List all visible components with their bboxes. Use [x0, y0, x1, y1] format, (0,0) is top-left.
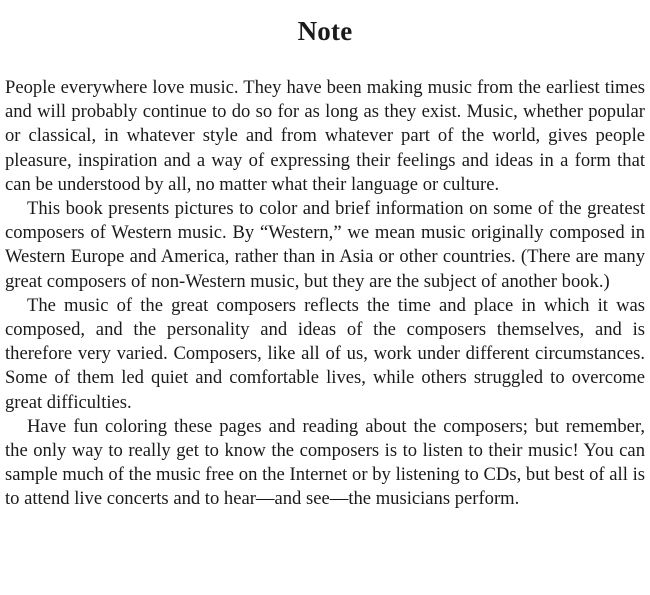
paragraph-composers-context: The music of the great composers reflects the time and place in which it was composed, and the personality and ideas of the composers themselves, and is therefore very varied. Composers, like all of us, work under different circumstances. Some of them led quiet and comfortable lives, while others struggled to overcome great difficulties. — [5, 294, 645, 413]
note-body — [5, 76, 645, 512]
paragraph-closing: Have fun coloring these pages and reading about the composers; but remember, the only way to really get to know the composers is to listen to their music! You can sample much of the music free on the Internet or by listening to CDs, but best of all is to attend live concerts and to hear—and see—the musicians perform. — [5, 415, 645, 510]
paragraph-intro: People everywhere love music. They have been making music from the earliest times and will probably continue to do so for as long as they exist. Music, whether popular or classical, in whatever style and from whatever part of the world, gives people pleasure, inspiration and a way of expressing their feelings and ideas in a form that can be understood by all, no matter what their language or culture. — [5, 77, 645, 195]
paragraph-book-purpose: This book presents pictures to color and brief information on some of the greatest composers of Western music. By “Western,” we mean music originally composed in Western Europe and America, rather than in Asia or other countries. (There are many great composers of non-Western music, but they are the subject of another book.) — [5, 198, 645, 292]
page-title: Note — [297, 16, 353, 46]
